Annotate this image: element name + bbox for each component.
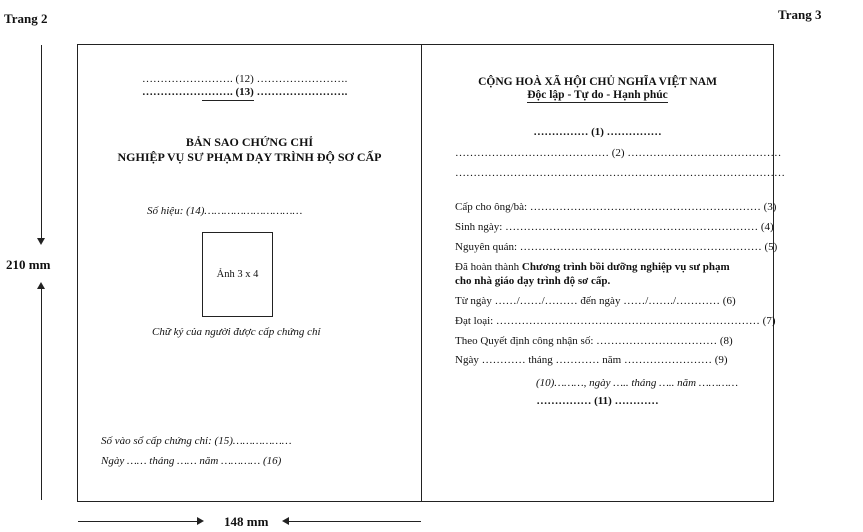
height-label: 210 mm bbox=[6, 257, 51, 272]
place-date: (10)………, ngày ….. tháng ….. năm ………… bbox=[536, 377, 738, 389]
national-motto bbox=[421, 89, 774, 101]
arrow-down-icon bbox=[37, 238, 45, 245]
page-2-label: Trang 2 bbox=[4, 11, 48, 26]
sinh-ngay: Sinh ngày: …………………………………………………………… (4) bbox=[455, 221, 774, 233]
national-title: CỘNG HOÀ XÃ HỘI CHỦ NGHĨA VIỆT NAM bbox=[478, 76, 717, 88]
signature-caption: Chữ ký của người được cấp chứng chỉ bbox=[152, 326, 321, 338]
divider bbox=[202, 100, 254, 101]
line-2: …………………………………… (2) …………………………………… bbox=[455, 147, 782, 159]
line-13: ……………………. (13) ……………………. bbox=[142, 86, 348, 98]
line-12: ……………………. (12) ……………………. bbox=[142, 73, 348, 85]
line-11: …………… (11) ………… bbox=[536, 395, 659, 407]
line-blank: ……………………………………………………………………………… bbox=[455, 167, 785, 179]
cert-title-1: BẢN SAO CHỨNG CHỈ bbox=[185, 135, 314, 149]
hoan-thanh-line-2: cho nhà giáo dạy trình độ sơ cấp. bbox=[455, 275, 611, 287]
page-3-label: Trang 3 bbox=[778, 7, 822, 22]
line-1: …………… (1) …………… bbox=[533, 126, 662, 138]
hoan-thanh-prefix: Đã hoàn thành bbox=[455, 261, 522, 273]
motto-text: Độc lập - Tự do - Hạnh phúc bbox=[527, 89, 668, 101]
cert-title-2: NGHIỆP VỤ SƯ PHẠM DẠY TRÌNH ĐỘ SƠ CẤP bbox=[117, 150, 382, 164]
ngay-thang-nam-right: Ngày ………… tháng ………… năm …………………… (9) bbox=[455, 354, 728, 366]
right-page bbox=[421, 44, 785, 502]
so-vao-so: Số vào sổ cấp chứng chỉ: (15)……………… bbox=[101, 435, 292, 447]
arrow-right-icon bbox=[197, 517, 204, 525]
width-arrow-right bbox=[289, 521, 421, 522]
cap-cho: Cấp cho ông/bà: ……………………………………………………… (3) bbox=[455, 201, 777, 213]
so-hieu: Số hiệu: (14)………………………… bbox=[147, 205, 303, 217]
hoan-thanh-program: Chương trình bồi dưỡng nghiệp vụ sư phạm bbox=[521, 261, 730, 273]
ngay-thang-nam-left: Ngày …… tháng …… năm ………… (16) bbox=[101, 455, 282, 467]
photo-label: Ảnh 3 x 4 bbox=[216, 269, 259, 280]
tu-ngay: Từ ngày ……/……/……… đến ngày ……/……./………… (6) bbox=[455, 295, 736, 307]
hoan-thanh-line-1 bbox=[455, 261, 755, 273]
photo-box bbox=[202, 232, 273, 317]
width-arrow-left bbox=[78, 521, 198, 522]
width-label: 148 mm bbox=[224, 514, 269, 529]
height-arrow-bottom bbox=[41, 288, 42, 500]
nguyen-quan: Nguyên quán: ………………………………………………………… (5) bbox=[455, 241, 778, 253]
quyet-dinh: Theo Quyết định công nhận số: …………………………… (8) bbox=[455, 335, 733, 347]
height-arrow-top bbox=[41, 45, 42, 240]
arrow-left-icon bbox=[282, 517, 289, 525]
dat-loai: Đạt loại: ……………………………………………………………… (7) bbox=[455, 315, 776, 327]
